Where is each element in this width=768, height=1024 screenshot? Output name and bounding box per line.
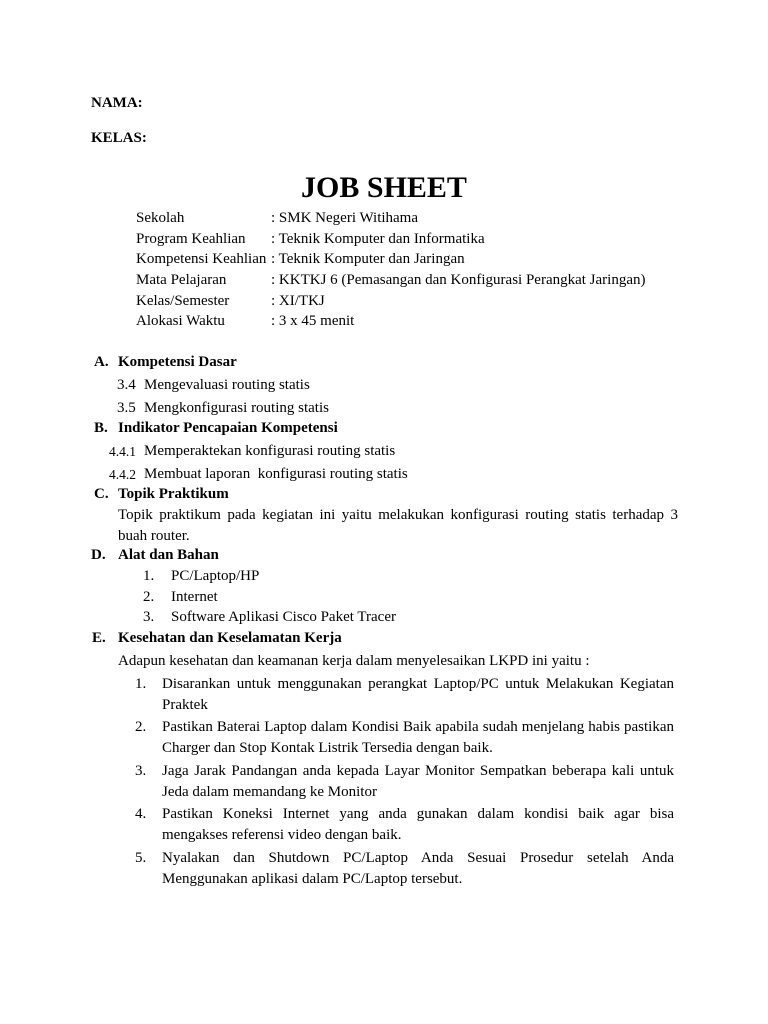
info-value: : KKTKJ 6 (Pemasangan dan Konfigurasi Perangkat Jaringan) xyxy=(271,272,646,288)
list-item-line: Nyalakan dan Shutdown PC/Laptop Anda Sesuai Prosedur setelah Anda xyxy=(162,850,674,866)
list-item-line: mengakses referensi video dengan baik. xyxy=(162,827,402,843)
info-label: Sekolah xyxy=(136,210,185,226)
info-value: : SMK Negeri Witihama xyxy=(271,210,419,226)
list-item: PC/Laptop/HP xyxy=(171,568,260,584)
list-item-line: Pastikan Koneksi Internet yang anda gunakan dalam kondisi baik agar bisa xyxy=(162,806,674,822)
info-value: : 3 x 45 menit xyxy=(271,313,355,329)
list-number: 3. xyxy=(135,763,147,779)
list-item: Mengevaluasi routing statis xyxy=(144,377,310,393)
info-value: : Teknik Komputer dan Informatika xyxy=(271,231,485,247)
paragraph-line: Topik praktikum pada kegiatan ini yaitu melakukan konfigurasi routing statis terhadap 3 xyxy=(118,507,678,523)
nama-label: NAMA: xyxy=(91,95,143,111)
list-item: Mengkonfigurasi routing statis xyxy=(144,400,329,416)
list-number: 3.4 xyxy=(117,377,136,393)
info-label: Mata Pelajaran xyxy=(136,272,227,288)
info-label: Alokasi Waktu xyxy=(136,313,225,329)
section-title: Topik Praktikum xyxy=(118,486,229,502)
section-title: Alat dan Bahan xyxy=(118,547,219,563)
list-number: 2. xyxy=(143,589,155,605)
list-number: 3.5 xyxy=(117,400,136,416)
list-number: 1. xyxy=(143,568,155,584)
section-letter: B. xyxy=(94,420,108,436)
list-item-line: Charger dan Stop Kontak Listrik Tersedia dengan baik. xyxy=(162,740,493,756)
list-number: 4.4.2 xyxy=(109,467,136,482)
list-number: 2. xyxy=(135,719,147,735)
section-title: Kompetensi Dasar xyxy=(118,354,237,370)
list-number: 4.4.1 xyxy=(109,444,136,459)
section-letter: A. xyxy=(94,354,109,370)
list-item-line: Jeda dalam memandang ke Monitor xyxy=(162,784,377,800)
list-item-line: Pastikan Baterai Laptop dalam Kondisi Baik apabila sudah menjelang habis pastikan xyxy=(162,719,674,735)
list-number: 1. xyxy=(135,676,147,692)
paragraph-line: buah router. xyxy=(118,528,190,544)
kelas-label: KELAS: xyxy=(91,130,147,146)
intro-text: Adapun kesehatan dan keamanan kerja dalam menyelesaikan LKPD ini yaitu : xyxy=(118,653,590,669)
section-letter: E. xyxy=(92,630,106,646)
list-item-line: Disarankan untuk menggunakan perangkat Laptop/PC untuk Melakukan Kegiatan xyxy=(162,676,674,692)
list-item-line: Praktek xyxy=(162,697,208,713)
list-item-line: Jaga Jarak Pandangan anda kepada Layar Monitor Sempatkan beberapa kali untuk xyxy=(162,763,674,779)
list-number: 5. xyxy=(135,850,147,866)
list-number: 4. xyxy=(135,806,147,822)
info-label: Kelas/Semester xyxy=(136,293,230,309)
section-letter: C. xyxy=(94,486,109,502)
section-title: Indikator Pencapaian Kompetensi xyxy=(118,420,338,436)
info-value: : Teknik Komputer dan Jaringan xyxy=(271,251,465,267)
info-value: : XI/TKJ xyxy=(271,293,325,309)
section-letter: D. xyxy=(91,547,106,563)
list-item: Internet xyxy=(171,589,218,605)
info-label: Kompetensi Keahlian xyxy=(136,251,267,267)
info-label: Program Keahlian xyxy=(136,231,246,247)
page-title: JOB SHEET xyxy=(301,171,467,204)
list-item-line: Menggunakan aplikasi dalam PC/Laptop tersebut. xyxy=(162,871,463,887)
list-item: Membuat laporan konfigurasi routing statis xyxy=(144,466,408,482)
list-number: 3. xyxy=(143,609,155,625)
section-title: Kesehatan dan Keselamatan Kerja xyxy=(118,630,342,646)
list-item: Software Aplikasi Cisco Paket Tracer xyxy=(171,609,396,625)
list-item: Memperaktekan konfigurasi routing statis xyxy=(144,443,396,459)
